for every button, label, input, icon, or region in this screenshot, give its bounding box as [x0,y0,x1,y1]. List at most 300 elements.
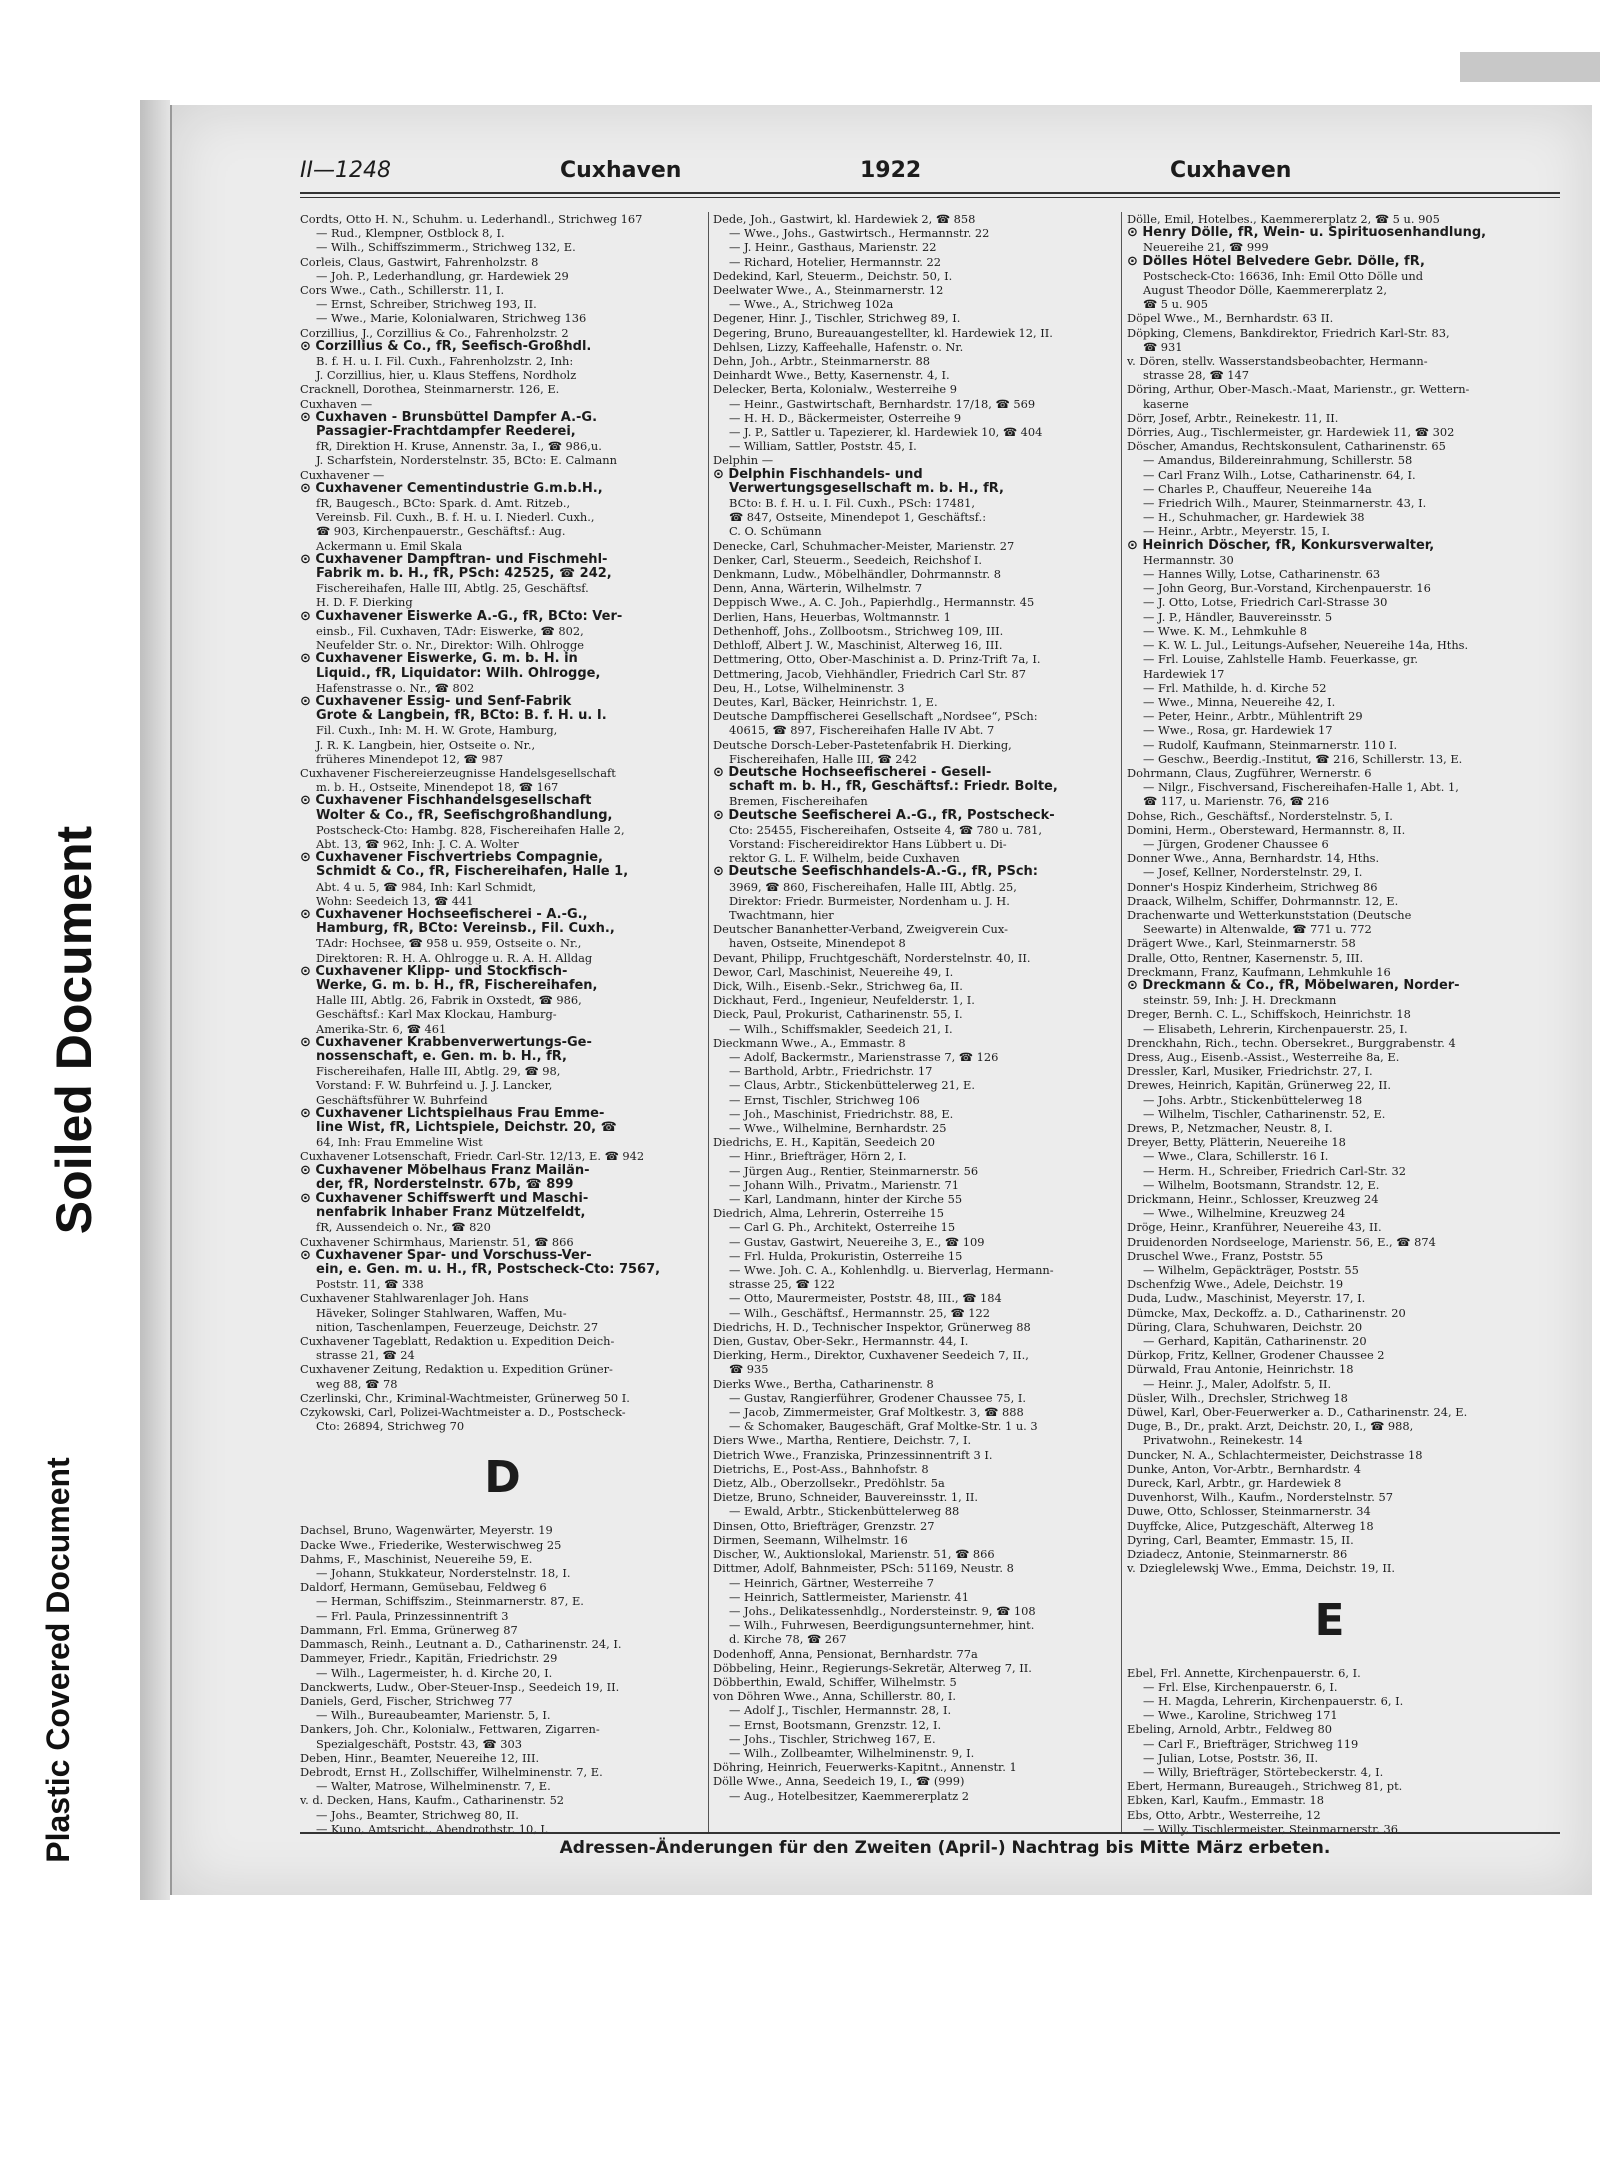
soiled-document-label: Soiled Document [46,825,102,1235]
directory-entry: Diers Wwe., Martha, Rentiere, Deichstr. 7, I. [713,1433,972,1448]
directory-entry: Drenckhahn, Rich., techn. Obersekret., Burggrabenstr. 4 [1127,1035,1456,1050]
directory-entry: Donner Wwe., Anna, Bernhardstr. 14, Hths. [1127,851,1380,866]
entry-continuation: 3969, ☎ 860, Fischereihafen, Halle III, Abtlg. 25, [729,879,1017,894]
directory-entry: Devant, Philipp, Fruchtgeschäft, Norderstelnstr. 40, II. [713,950,1031,965]
entry-continuation: rektor G. L. F. Wilhelm, beide Cuxhaven [729,851,960,866]
directory-entry: Deutsche Dampffischerei Gesellschaft „Nordsee“, PSch: [713,709,1038,724]
directory-entry: Dethloff, Albert J. W., Maschinist, Alterweg 16, III. [713,638,1003,653]
entry-continuation: — Wwe., Wilhelmine, Kreuzweg 24 [1143,1206,1346,1221]
directory-entry: Dress, Aug., Eisenb.-Assist., Westerreihe 8a, E. [1127,1049,1400,1064]
entry-continuation: TAdr: Hochsee, ☎ 958 u. 959, Ostseite o. Nr., [316,936,582,951]
entry-continuation: Abt. 4 u. 5, ☎ 984, Inh: Karl Schmidt, [316,879,537,894]
entry-continuation: Geschäftsf.: Karl Max Klockau, Hamburg- [316,1007,557,1022]
plastic-covered-document-label: Plastic Covered Document [40,1457,76,1863]
directory-entry: Dietrichs, E., Post-Ass., Bahnhofstr. 8 [713,1461,929,1476]
firm-entry: Passagier-Frachtdampfer Reederei, [316,425,576,440]
directory-entry: Duge, B., Dr., prakt. Arzt, Deichstr. 20, I., ☎ 988, [1127,1419,1414,1434]
footer-notice: Adressen-Änderungen für den Zweiten (April-) Nachtrag bis Mitte März erbeten. [559,1838,1331,1858]
entry-continuation: — H. Magda, Lehrerin, Kirchenpauerstr. 6, I. [1143,1693,1404,1708]
directory-entry: Dammasch, Reinh., Leutnant a. D., Catharinenstr. 24, I. [300,1637,622,1652]
firm-entry: ⊙ Cuxhavener Fischhandelsgesellschaft [300,794,592,809]
entry-continuation: — & Schomaker, Baugeschäft, Graf Moltke-Str. 1 u. 3 [729,1419,1038,1434]
entry-continuation: — Otto, Maurermeister, Poststr. 48, III., ☎ 184 [729,1291,1002,1306]
entry-continuation: — Ernst, Schreiber, Strichweg 193, II. [316,297,537,312]
directory-entry: Dierking, Herm., Direktor, Cuxhavener Seedeich 7, II., [713,1348,1029,1363]
directory-entry: Diedrichs, E. H., Kapitän, Seedeich 20 [713,1135,936,1150]
entry-continuation: B. f. H. u. I. Fil. Cuxh., Fahrenholzstr. 2, Inh: [316,354,574,369]
directory-entry: Dziadecz, Antonie, Steinmarnerstr. 86 [1127,1547,1348,1562]
entry-continuation: — J. Otto, Lotse, Friedrich Carl-Strasse 30 [1143,595,1388,610]
entry-continuation: Poststr. 11, ☎ 338 [316,1277,424,1292]
entry-continuation: Direktor: Friedr. Burmeister, Nordenham u. J. H. [729,893,1010,908]
directory-entry: Dacke Wwe., Friederike, Westerwischweg 25 [300,1537,562,1552]
entry-continuation: Bremen, Fischereihafen [729,794,868,809]
directory-entry: Düring, Clara, Schuhwaren, Deichstr. 20 [1127,1319,1363,1334]
directory-entry: Degering, Bruno, Bureauangestellter, kl. Hardewiek 12, II. [713,325,1053,340]
entry-continuation: — Johann, Stukkateur, Norderstelnstr. 18, I. [316,1566,571,1581]
directory-entry: Dölle, Emil, Hotelbes., Kaemmererplatz 2, ☎ 5 u. 905 [1127,212,1440,226]
section-letter: D [484,1452,521,1504]
directory-entry: Cuxhavener Zeitung, Redaktion u. Expedition Grüner- [300,1362,613,1377]
firm-entry: ⊙ Cuxhavener Lichtspielhaus Frau Emme- [300,1106,605,1121]
directory-entry: Ebert, Hermann, Bureaugeh., Strichweg 81, pt. [1127,1779,1403,1794]
directory-entry: Ebel, Frl. Annette, Kirchenpauerstr. 6, I. [1127,1665,1361,1680]
firm-entry: ⊙ Cuxhavener Essig- und Senf-Fabrik [300,694,572,709]
directory-entry: Dressler, Karl, Musiker, Friedrichstr. 27, I. [1127,1064,1373,1079]
directory-entry: Döpel Wwe., M., Bernhardstr. 63 II. [1127,311,1334,326]
entry-continuation: — Geschw., Beerdig.-Institut, ☎ 216, Schillerstr. 13, E. [1143,751,1463,766]
entry-continuation: — Johann Wilh., Privatm., Marienstr. 71 [729,1177,960,1192]
entry-continuation: Cto: 26894, Strichweg 70 [316,1419,465,1434]
firm-entry: ⊙ Cuxhavener Hochseefischerei - A.-G., [300,907,588,922]
entry-continuation: ☎ 117, u. Marienstr. 76, ☎ 216 [1143,794,1330,809]
entry-continuation: — Carl F., Briefträger, Strichweg 119 [1143,1736,1359,1751]
directory-entry: Dörr, Josef, Arbtr., Reinekestr. 11, II. [1127,410,1339,425]
entry-continuation: Fischereihafen, Halle III, ☎ 242 [729,751,918,766]
entry-continuation: — Heinr. J., Maler, Adolfstr. 5, II. [1143,1376,1332,1391]
directory-entry: Draack, Wilhelm, Schiffer, Dohrmannstr. 12, E. [1127,893,1399,908]
entry-continuation: — Ernst, Tischler, Strichweg 106 [729,1092,920,1107]
directory-entry: Deutes, Karl, Bäcker, Heinrichstr. 1, E. [713,694,938,709]
directory-entry: Daldorf, Hermann, Gemüsebau, Feldweg 6 [300,1580,547,1595]
entry-continuation: — Hinr., Briefträger, Hörn 2, I. [729,1149,907,1164]
entry-continuation: haven, Ostseite, Minendepot 8 [729,936,906,951]
entry-continuation: ☎ 5 u. 905 [1143,297,1208,312]
year-heading: 1922 [860,158,922,183]
directory-entry: v. d. Decken, Hans, Kaufm., Catharinenstr. 52 [300,1793,565,1808]
directory-entry: Dürwald, Frau Antonie, Heinrichstr. 18 [1127,1362,1354,1377]
directory-entry: Cuxhavener Lotsenschaft, Friedr. Carl-Str. 12/13, E. ☎ 942 [300,1149,645,1164]
directory-entry: Dammann, Frl. Emma, Grünerweg 87 [300,1622,518,1637]
directory-entry: Dankers, Joh. Chr., Kolonialw., Fettwaren, Zigarren- [300,1722,600,1737]
entry-continuation: J. Scharfstein, Norderstelnstr. 35, BCto: E. Calmann [316,453,617,468]
directory-entry: Dietrich Wwe., Franziska, Prinzessinnentrift 3 I. [713,1447,993,1462]
entry-continuation: Hardewiek 17 [1143,666,1225,681]
entry-continuation: — Herm. H., Schreiber, Friedrich Carl-Str. 32 [1143,1163,1406,1178]
entry-continuation: — Jürgen Aug., Rentier, Steinmarnerstr. 56 [729,1163,979,1178]
directory-entry: Döhring, Heinrich, Feuerwerks-Kapitnt., Annenstr. 1 [713,1760,1017,1775]
firm-entry: ⊙ Corzillius & Co., fR, Seefisch-Großhdl. [300,339,592,354]
entry-continuation: — Claus, Arbtr., Stickenbüttelerweg 21, E. [729,1078,975,1093]
entry-continuation: — Josef, Kellner, Norderstelnstr. 29, I. [1143,865,1363,880]
firm-entry: ⊙ Cuxhavener Möbelhaus Franz Mailän- [300,1163,590,1178]
entry-continuation: — Wilh., Schiffsmakler, Seedeich 21, I. [729,1021,953,1036]
entry-continuation: — Wilh., Geschäftsf., Hermannstr. 25, ☎ 122 [729,1305,991,1320]
entry-continuation: — Willy, Briefträger, Störtebeckerstr. 4, I. [1143,1764,1384,1779]
entry-continuation: strasse 25, ☎ 122 [729,1277,835,1292]
running-title-right: Cuxhaven [1170,158,1292,183]
directory-entry: Dien, Gustav, Ober-Sekr., Hermannstr. 44, I. [713,1334,969,1349]
entry-continuation: — H. H. D., Bäckermeister, Osterreihe 9 [729,410,962,425]
firm-entry: ⊙ Dreckmann & Co., fR, Möbelwaren, Norder- [1127,978,1460,993]
column-divider [1121,212,1122,1832]
firm-entry: ⊙ Cuxhavener Eiswerke A.-G., fR, BCto: Ver- [300,609,623,624]
directory-entry: Deppisch Wwe., A. C. Joh., Papierhdlg., Hermannstr. 45 [713,595,1035,610]
scan-shadow-left [140,100,170,1900]
entry-continuation: — Heinrich, Gärtner, Westerreihe 7 [729,1575,935,1590]
entry-continuation: — Gustav, Gastwirt, Neuereihe 3, E., ☎ 109 [729,1234,985,1249]
column-divider [708,212,709,1832]
entry-continuation: — Jürgen, Grodener Chaussee 6 [1143,836,1329,851]
entry-continuation: — Charles P., Chauffeur, Neuereihe 14a [1143,481,1372,496]
firm-entry: ⊙ Henry Dölle, fR, Wein- u. Spirituosenhandlung, [1127,226,1487,241]
directory-column-3 [1127,212,1532,1836]
firm-entry: Werke, G. m. b. H., fR, Fischereihafen, [316,978,598,993]
entry-continuation: — Frl. Else, Kirchenpauerstr. 6, I. [1143,1679,1338,1694]
entry-continuation: 64, Inh: Frau Emmeline Wist [316,1135,483,1150]
entry-continuation: — Frl. Paula, Prinzessinnentrift 3 [316,1608,509,1623]
directory-entry: Corleis, Claus, Gastwirt, Fahrenholzstr. 8 [300,254,539,269]
directory-entry: Dohrmann, Claus, Zugführer, Wernerstr. 6 [1127,765,1372,780]
entry-continuation: — Wwe. K. M., Lehmkuhle 8 [1143,623,1307,638]
directory-entry: Dickhaut, Ferd., Ingenieur, Neufelderstr. 1, I. [713,993,975,1008]
directory-entry: Dinsen, Otto, Briefträger, Grenzstr. 27 [713,1518,935,1533]
entry-continuation: — Gustav, Rangierführer, Grodener Chaussee 75, I. [729,1390,1026,1405]
entry-continuation: — Heinr., Arbtr., Meyerstr. 15, I. [1143,524,1331,539]
directory-entry: Cordts, Otto H. N., Schuhm. u. Lederhandl., Strichweg 167 [300,212,643,226]
firm-entry: ⊙ Cuxhavener Eiswerke, G. m. b. H. in [300,652,578,667]
directory-entry: Duwe, Otto, Schlosser, Steinmarnerstr. 34 [1127,1504,1371,1519]
directory-entry: Denn, Anna, Wärterin, Wilhelmstr. 7 [713,581,923,596]
directory-entry: Dohse, Rich., Geschäftsf., Norderstelnstr. 5, I. [1127,808,1393,823]
directory-entry: Cuxhaven — [300,396,373,411]
directory-entry: Donner's Hospiz Kinderheim, Strichweg 86 [1127,879,1378,894]
directory-entry: Deben, Hinr., Beamter, Neuereihe 12, III. [300,1750,540,1765]
entry-continuation: J. R. K. Langbein, hier, Ostseite o. Nr., [316,737,536,752]
directory-entry: Drews, P., Netzmacher, Neustr. 8, I. [1127,1121,1333,1135]
entry-continuation: — Ernst, Bootsmann, Grenzstr. 12, I. [729,1717,942,1732]
firm-entry: ⊙ Cuxhaven - Brunsbüttel Dampfer A.-G. [300,410,598,425]
directory-entry: Dehn, Joh., Arbtr., Steinmarnerstr. 88 [713,354,931,369]
entry-continuation: Fil. Cuxh., Inh: M. H. W. Grote, Hamburg, [316,723,558,738]
page-header [300,158,1550,188]
entry-continuation: — Wilh., Fuhrwesen, Beerdigungsunternehmer, hint. [729,1618,1035,1633]
directory-entry: Denecke, Carl, Schuhmacher-Meister, Marienstr. 27 [713,538,1015,553]
directory-entry: Daniels, Gerd, Fischer, Strichweg 77 [300,1693,513,1708]
entry-continuation: — Elisabeth, Lehrerin, Kirchenpauerstr. 25, I. [1143,1021,1408,1036]
entry-continuation: — Carl G. Ph., Architekt, Osterreihe 15 [729,1220,956,1235]
entry-continuation: — Willy, Tischlermeister, Steinmarnerstr. 36 [1143,1821,1399,1836]
entry-continuation: — Wwe., Johs., Gastwirtsch., Hermannstr. 22 [729,226,990,241]
directory-entry: Drachenwarte und Wetterkunststation (Deutsche [1127,907,1412,922]
directory-entry: Düsler, Wilh., Drechsler, Strichweg 18 [1127,1390,1348,1405]
directory-entry: Dieck, Paul, Prokurist, Catharinenstr. 55, I. [713,1007,963,1022]
entry-continuation: H. D. F. Dierking [316,595,413,610]
entry-continuation: früheres Minendepot 12, ☎ 987 [316,751,504,766]
directory-entry: Dietze, Bruno, Schneider, Bauvereinsstr. 1, II. [713,1490,979,1505]
directory-entry: Duvenhorst, Wilh., Kaufm., Norderstelnstr. 57 [1127,1490,1394,1505]
directory-entry: Dachsel, Bruno, Wagenwärter, Meyerstr. 19 [300,1523,553,1538]
firm-entry: ⊙ Dölles Hôtel Belvedere Gebr. Dölle, fR, [1127,254,1425,269]
entry-continuation: — Gerhard, Kapitän, Catharinenstr. 20 [1143,1334,1367,1349]
entry-continuation: — Joh., Maschinist, Friedrichstr. 88, E. [729,1106,954,1121]
entry-continuation: 40615, ☎ 897, Fischereihafen Halle IV Abt. 7 [729,723,995,738]
entry-continuation: — Wilhelm, Bootsmann, Strandstr. 12, E. [1143,1177,1380,1192]
entry-continuation: — Heinrich, Sattlermeister, Marienstr. 41 [729,1589,970,1604]
entry-continuation: — Wwe., A., Strichweg 102a [729,297,894,312]
directory-entry: Druschel Wwe., Franz, Poststr. 55 [1127,1248,1324,1263]
directory-entry: Döscher, Amandus, Rechtskonsulent, Catharinenstr. 65 [1127,439,1446,454]
entry-continuation: fR, Direktion H. Kruse, Annenstr. 3a, I., ☎ 986,u. [316,439,602,454]
directory-entry: Dettmering, Jacob, Viehhändler, Friedrich Carl Str. 87 [713,666,1026,681]
entry-continuation: — Wwe., Marie, Kolonialwaren, Strichweg 136 [316,311,587,326]
entry-continuation: — Wwe., Clara, Schillerstr. 16 I. [1143,1149,1329,1164]
directory-entry: Ebken, Karl, Kaufm., Emmastr. 18 [1127,1793,1325,1808]
entry-continuation: — Nilgr., Fischversand, Fischereihafen-Halle 1, Abt. 1, [1143,780,1459,795]
entry-continuation: Hafenstrasse o. Nr., ☎ 802 [316,680,475,695]
header-rule [300,192,1560,194]
entry-continuation: — Johs., Tischler, Strichweg 167, E. [729,1731,936,1746]
entry-continuation: BCto: B. f. H. u. I. Fil. Cuxh., PSch: 17481, [729,496,975,511]
entry-continuation: ☎ 931 [1143,339,1183,354]
directory-entry: Dürkop, Fritz, Kellner, Grodener Chaussee 2 [1127,1348,1385,1363]
entry-continuation: Postscheck-Cto: 16636, Inh: Emil Otto Dölle und [1143,268,1424,283]
directory-entry: Dschenfzig Wwe., Adele, Deichstr. 19 [1127,1277,1344,1292]
directory-entry: von Döhren Wwe., Anna, Schillerstr. 80, I. [713,1689,957,1704]
firm-entry: ⊙ Cuxhavener Dampftran- und Fischmehl- [300,552,608,567]
firm-entry: Wolter & Co., fR, Seefischgroßhandlung, [316,808,613,823]
entry-continuation: — Wwe., Wilhelmine, Bernhardstr. 25 [729,1121,947,1135]
directory-entry: Denker, Carl, Steuerm., Seedeich, Reichshof I. [713,552,983,567]
firm-entry: schaft m. b. H., fR, Geschäftsf.: Friedr. Bolte, [729,780,1058,795]
directory-entry: Debrodt, Ernst H., Zollschiffer, Wilhelminenstr. 7, E. [300,1764,603,1779]
directory-entry: Diedrichs, H. D., Technischer Inspektor, Grünerweg 88 [713,1319,1031,1334]
entry-continuation: Twachtmann, hier [729,907,834,922]
entry-continuation: fR, Baugesch., BCto: Spark. d. Amt. Ritzeb., [316,496,571,511]
directory-entry: Drickmann, Heinr., Schlosser, Kreuzweg 24 [1127,1192,1379,1207]
entry-continuation: d. Kirche 78, ☎ 267 [729,1632,847,1647]
entry-continuation: — Frl. Louise, Zahlstelle Hamb. Feuerkasse, gr. [1143,652,1419,667]
entry-continuation: — Walter, Matrose, Wilhelminenstr. 7, E. [316,1779,551,1794]
header-rule-thin [300,197,1560,198]
directory-entry: Deutscher Bananhetter-Verband, Zweigverein Cux- [713,922,1008,937]
entry-continuation: — Julian, Lotse, Poststr. 36, II. [1143,1750,1319,1765]
entry-continuation: Hermannstr. 30 [1143,552,1234,567]
entry-continuation: — Heinr., Gastwirtschaft, Bernhardstr. 17/18, ☎ 569 [729,396,1036,411]
firm-entry: ⊙ Cuxhavener Klipp- und Stockfisch- [300,964,568,979]
directory-entry: Dodenhoff, Anna, Pensionat, Bernhardstr. 77a [713,1646,978,1661]
entry-continuation: fR, Aussendeich o. Nr., ☎ 820 [316,1220,491,1235]
entry-continuation: J. Corzillius, hier, u. Klaus Steffens, Nordholz [316,368,577,383]
entry-continuation: — Peter, Heinr., Arbtr., Mühlentrift 29 [1143,709,1363,724]
directory-entry: Cuxhavener Fischereierzeugnisse Handelsgesellschaft [300,765,616,780]
directory-entry: Cuxhavener Stahlwarenlager Joh. Hans [300,1291,529,1306]
entry-continuation: — Wilh., Zollbeamter, Wilhelminenstr. 9, I. [729,1745,975,1760]
entry-continuation: m. b. H., Ostseite, Minendepot 18, ☎ 167 [316,780,559,795]
entry-continuation: kaserne [1143,396,1189,411]
entry-continuation: — Carl Franz Wilh., Lotse, Catharinenstr. 64, I. [1143,467,1416,482]
directory-entry: Degener, Hinr. J., Tischler, Strichweg 89, I. [713,311,961,326]
entry-continuation: — H., Schuhmacher, gr. Hardewiek 38 [1143,510,1365,525]
firm-entry: ⊙ Heinrich Döscher, fR, Konkursverwalter, [1127,538,1435,553]
entry-continuation: Vorstand: F. W. Buhrfeind u. J. J. Lancker, [316,1078,553,1093]
firm-entry: nossenschaft, e. Gen. m. b. H., fR, [316,1049,567,1064]
running-title-left: Cuxhaven [560,158,682,183]
entry-continuation: — William, Sattler, Poststr. 45, I. [729,439,917,454]
directory-entry: Dreckmann, Franz, Kaufmann, Lehmkuhle 16 [1127,964,1391,979]
directory-entry: Dethenhoff, Johs., Zollbootsm., Strichweg 109, III. [713,623,1004,638]
directory-entry: Cuxhavener Tageblatt, Redaktion u. Expedition Deich- [300,1334,615,1349]
directory-entry: Dammeyer, Friedr., Kapitän, Friedrichstr. 29 [300,1651,558,1666]
entry-continuation: Privatwohn., Reinekestr. 14 [1143,1433,1303,1448]
entry-continuation: — Herman, Schiffszim., Steinmarnerstr. 87, E. [316,1594,584,1609]
directory-entry: Dettmering, Otto, Ober-Maschinist a. D. Prinz-Trift 7a, I. [713,652,1041,667]
directory-entry: v. Dören, stellv. Wasserstandsbeobachter, Hermann- [1127,354,1428,369]
entry-continuation: — Wilh., Lagermeister, h. d. Kirche 20, I. [316,1665,553,1680]
directory-entry: Dreger, Bernh. C. L., Schiffskoch, Heinrichstr. 18 [1127,1007,1411,1022]
directory-entry: Czerlinski, Chr., Kriminal-Wachtmeister, Grünerweg 50 I. [300,1390,630,1405]
firm-entry: Liquid., fR, Liquidator: Wilh. Ohlrogge, [316,666,601,681]
scan-shadow-top [1460,52,1600,82]
directory-entry: Düwel, Karl, Ober-Feuerwerker a. D., Catharinenstr. 24, E. [1127,1405,1468,1420]
directory-entry: Delecker, Berta, Kolonialw., Westerreihe 9 [713,382,958,397]
entry-continuation: — Wwe., Minna, Neuereihe 42, I. [1143,694,1336,709]
directory-entry: Ebeling, Arnold, Arbtr., Feldweg 80 [1127,1722,1332,1737]
entry-continuation: — Wilhelm, Tischler, Catharinenstr. 52, E. [1143,1106,1386,1121]
entry-continuation: Ackermann u. Emil Skala [316,538,463,553]
entry-continuation: — J. Heinr., Gasthaus, Marienstr. 22 [729,240,937,255]
firm-entry: Fabrik m. b. H., fR, PSch: 42525, ☎ 242, [316,567,612,582]
entry-continuation: — Wwe. Joh. C. A., Kohlenhdlg. u. Bierverlag, Hermann- [729,1263,1054,1278]
directory-entry: Döring, Arthur, Ober-Masch.-Maat, Marienstr., gr. Wettern- [1127,382,1470,397]
directory-entry: Dewor, Carl, Maschinist, Neuereihe 49, I. [713,964,954,979]
directory-entry: Dölle Wwe., Anna, Seedeich 19, I., ☎ (999) [713,1774,965,1789]
directory-entry: Dierks Wwe., Bertha, Catharinenstr. 8 [713,1376,934,1391]
directory-entry: Duyffcke, Alice, Putzgeschäft, Alterweg 18 [1127,1518,1374,1533]
directory-entry: Dehlsen, Lizzy, Kaffeehalle, Hafenstr. o. Nr. [713,339,964,354]
entry-continuation: — Friedrich Wilh., Maurer, Steinmarnerstr. 43, I. [1143,496,1427,511]
directory-entry: v. Dzieglelewskj Wwe., Emma, Deichstr. 19, II. [1127,1561,1396,1576]
entry-continuation: nition, Taschenlampen, Feuerzeuge, Deichstr. 27 [316,1319,599,1334]
firm-entry: der, fR, Norderstelnstr. 67b, ☎ 899 [316,1177,574,1192]
firm-entry: Verwertungsgesellschaft m. b. H., fR, [729,481,1004,496]
firm-entry: ⊙ Delphin Fischhandels- und [713,467,923,482]
directory-entry: Deelwater Wwe., A., Steinmarnerstr. 12 [713,283,944,298]
directory-entry: Druidenorden Nordseeloge, Marienstr. 56, E., ☎ 874 [1127,1234,1436,1249]
directory-entry: Diedrich, Alma, Lehrerin, Osterreihe 15 [713,1206,945,1221]
entry-continuation: — Johs., Delikatessenhdlg., Nordersteinstr. 9, ☎ 108 [729,1603,1036,1618]
entry-continuation: strasse 28, ☎ 147 [1143,368,1249,383]
entry-continuation: einsb., Fil. Cuxhaven, TAdr: Eiswerke, ☎ 802, [316,623,584,638]
entry-continuation: Spezialgeschäft, Poststr. 43, ☎ 303 [316,1736,522,1751]
entry-continuation: — Jacob, Zimmermeister, Graf Moltkestr. 3, ☎ 888 [729,1405,1024,1420]
entry-continuation: Vorstand: Fischereidirektor Hans Lübbert u. Di- [729,836,1007,851]
directory-entry: Dralle, Otto, Rentner, Kasernenstr. 5, III. [1127,950,1364,965]
firm-entry: ⊙ Deutsche Seefischhandels-A.-G., fR, PSch: [713,865,1038,880]
directory-entry: Dick, Wilh., Eisenb.-Sekr., Strichweg 6a, II. [713,978,963,993]
entry-continuation: Häveker, Solinger Stahlwaren, Waffen, Mu- [316,1305,567,1320]
directory-entry: Deutsche Dorsch-Leber-Pastetenfabrik H. Dierking, [713,737,1012,752]
entry-continuation: Neufelder Str. o. Nr., Direktor: Wilh. Ohlrogge [316,638,584,653]
entry-continuation: — Rudolf, Kaufmann, Steinmarnerstr. 110 I. [1143,737,1398,752]
directory-entry: Denkmann, Ludw., Möbelhändler, Dohrmannstr. 8 [713,567,1001,582]
entry-continuation: Vereinsb. Fil. Cuxh., B. f. H. u. I. Niederl. Cuxh., [316,510,595,525]
directory-column-1 [300,212,705,1836]
directory-entry: Dirmen, Seemann, Wilhelmstr. 16 [713,1532,908,1547]
entry-continuation: — Aug., Hotelbesitzer, Kaemmererplatz 2 [729,1788,969,1803]
entry-continuation: — K. W. L. Jul., Leitungs-Aufseher, Neuereihe 14a, Hths. [1143,638,1469,653]
entry-continuation: ☎ 847, Ostseite, Minendepot 1, Geschäftsf.: [729,510,987,525]
entry-continuation: Seewarte) in Altenwalde, ☎ 771 u. 772 [1143,922,1372,937]
directory-entry: Deinhardt Wwe., Betty, Kasernenstr. 4, I. [713,368,950,383]
entry-continuation: — Johs., Beamter, Strichweg 80, II. [316,1807,519,1822]
entry-continuation: — Wwe., Karoline, Strichweg 171 [1143,1708,1338,1723]
directory-entry: Duncker, N. A., Schlachtermeister, Deichstrasse 18 [1127,1447,1423,1462]
directory-entry: Dyring, Carl, Beamter, Emmastr. 15, II. [1127,1532,1354,1547]
entry-continuation: — Wilhelm, Gepäckträger, Poststr. 55 [1143,1263,1359,1278]
directory-entry: Cuxhavener Schirmhaus, Marienstr. 51, ☎ 866 [300,1234,574,1249]
directory-entry: Dümcke, Max, Deckoffz. a. D., Catharinenstr. 20 [1127,1305,1406,1320]
entry-continuation: Direktoren: R. H. A. Ohlrogge u. R. A. H. Alldag [316,950,593,965]
entry-continuation: — Wwe., Rosa, gr. Hardewiek 17 [1143,723,1333,738]
directory-entry: Duda, Ludw., Maschinist, Meyerstr. 17, I. [1127,1291,1366,1306]
footer-rule [300,1832,1560,1834]
firm-entry: Schmidt & Co., fR, Fischereihafen, Halle 1, [316,865,629,880]
directory-entry: Danckwerts, Ludw., Ober-Steuer-Insp., Seedeich 19, II. [300,1679,620,1694]
directory-entry: Delphin — [713,453,774,468]
directory-entry: Dureck, Karl, Arbtr., gr. Hardewiek 8 [1127,1476,1342,1491]
firm-entry: ⊙ Deutsche Seefischerei A.-G., fR, Postscheck- [713,808,1055,823]
directory-entry: Czykowski, Carl, Polizei-Wachtmeister a. D., Postscheck- [300,1405,626,1420]
firm-entry: ⊙ Cuxhavener Cementindustrie G.m.b.H., [300,481,603,496]
directory-entry: Dahms, F., Maschinist, Neuereihe 59, E. [300,1551,533,1566]
firm-entry: ⊙ Deutsche Hochseefischerei - Gesell- [713,765,992,780]
directory-entry: Domini, Herm., Obersteward, Hermannstr. 8, II. [1127,822,1406,837]
entry-continuation: — Barthold, Arbtr., Friedrichstr. 17 [729,1064,933,1079]
entry-continuation: — Adolf J., Tischler, Hermannstr. 28, I. [729,1703,952,1718]
firm-entry: ⊙ Cuxhavener Fischvertriebs Compagnie, [300,851,603,866]
entry-continuation: Fischereihafen, Halle III, Abtlg. 25, Geschäftsf. [316,581,589,596]
entry-continuation: — Rud., Klempner, Ostblock 8, I. [316,226,505,241]
directory-entry: Döbberthin, Ewald, Schiffer, Wilhelmstr. 5 [713,1674,957,1689]
directory-entry: Döpking, Clemens, Bankdirektor, Friedrich Karl-Str. 83, [1127,325,1450,340]
entry-continuation: — Wilh., Schiffszimmerm., Strichweg 132, E. [316,240,576,255]
entry-continuation: — J. P., Händler, Bauvereinsstr. 5 [1143,609,1333,624]
section-letter: E [1314,1594,1345,1646]
entry-continuation: Abt. 13, ☎ 962, Inh: J. C. A. Wolter [316,836,519,851]
firm-entry: Hamburg, fR, BCto: Vereinsb., Fil. Cuxh., [316,922,615,937]
directory-entry: Dede, Joh., Gastwirt, kl. Hardewiek 2, ☎ 858 [713,212,976,226]
entry-continuation: — Karl, Landmann, hinter der Kirche 55 [729,1192,963,1207]
entry-continuation: — Joh. P., Lederhandlung, gr. Hardewiek 29 [316,268,569,283]
entry-continuation: Fischereihafen, Halle III, Abtlg. 29, ☎ 98, [316,1064,561,1079]
directory-entry: Derlien, Hans, Heuerbas, Woltmannstr. 1 [713,609,951,624]
directory-entry: Cuxhavener — [300,467,385,482]
entry-continuation: Cto: 25455, Fischereihafen, Ostseite 4, ☎ 780 u. 781, [729,822,1042,837]
entry-continuation: — Amandus, Bildereinrahmung, Schillerstr. 58 [1143,453,1413,468]
directory-entry: Dörries, Aug., Tischlermeister, gr. Hardewiek 11, ☎ 302 [1127,425,1455,440]
directory-column-2 [713,212,1118,1803]
